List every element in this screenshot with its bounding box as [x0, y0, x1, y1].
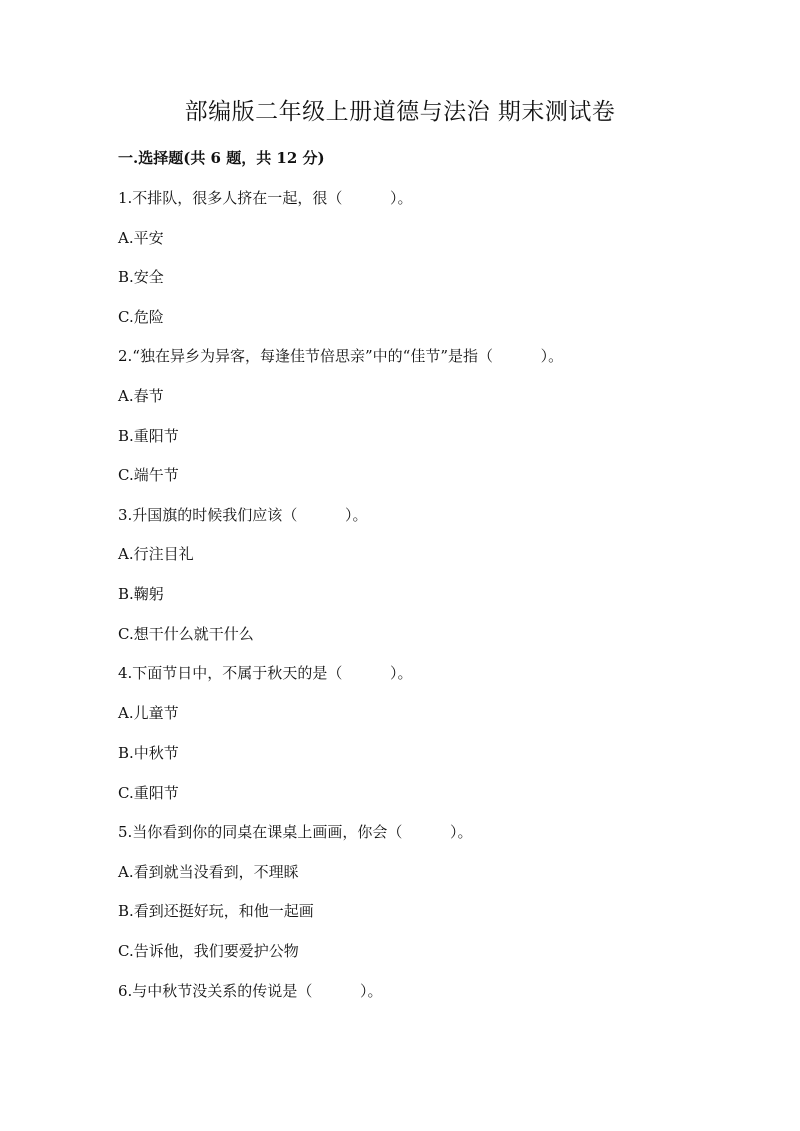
question-3-option-a: A.行注目礼	[118, 545, 194, 563]
question-1-option-b: B.安全	[118, 268, 164, 286]
question-2-option-b: B.重阳节	[118, 427, 179, 445]
question-2-option-c: C.端午节	[118, 466, 179, 484]
question-5-option-c: C.告诉他，我们要爱护公物	[118, 942, 299, 960]
question-1-stem: 1.不排队，很多人挤在一起，很（ ）。	[118, 189, 413, 207]
question-3-option-b: B.鞠躬	[118, 585, 164, 603]
question-4-option-b: B.中秋节	[118, 744, 179, 762]
question-3-option-c: C.想干什么就干什么	[118, 625, 254, 643]
question-1-option-a: A.平安	[118, 229, 164, 247]
section-heading: 一.选择题(共 6 题，共 12 分)	[118, 149, 325, 167]
question-3-stem: 3.升国旗的时候我们应该（ ）。	[118, 506, 368, 524]
question-5-option-a: A.看到就当没看到，不理睬	[118, 863, 299, 881]
question-1-option-c: C.危险	[118, 308, 164, 326]
question-4-option-c: C.重阳节	[118, 784, 179, 802]
question-5-stem: 5.当你看到你的同桌在课桌上画画，你会（ ）。	[118, 823, 473, 841]
document-title: 部编版二年级上册道德与法治 期末测试卷	[184, 99, 616, 125]
question-2-option-a: A.春节	[118, 387, 164, 405]
question-6-stem: 6.与中秋节没关系的传说是（ ）。	[118, 982, 383, 1000]
question-4-stem: 4.下面节日中，不属于秋天的是（ ）。	[118, 664, 413, 682]
question-4-option-a: A.儿童节	[118, 704, 179, 722]
question-5-option-b: B.看到还挺好玩，和他一起画	[118, 902, 314, 920]
question-2-stem: 2.“独在异乡为异客，每逢佳节倍思亲”中的“佳节”是指（ ）。	[118, 347, 564, 365]
